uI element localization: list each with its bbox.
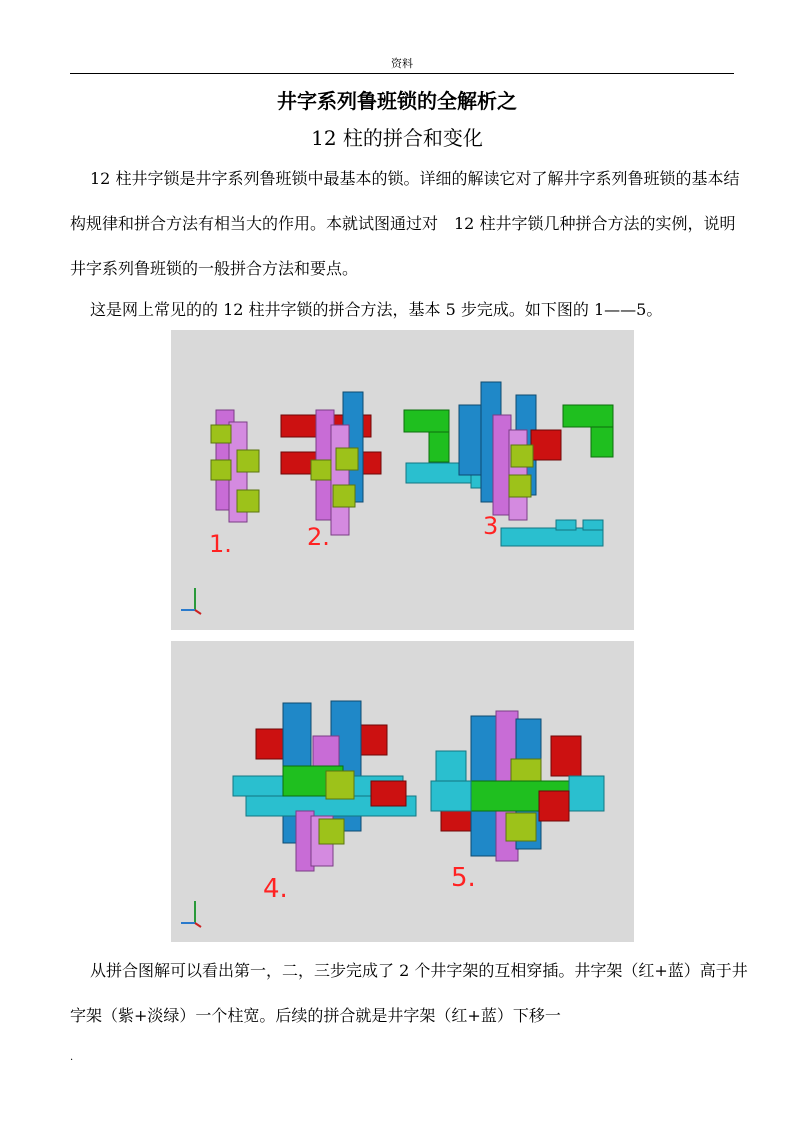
axes-widget <box>181 588 201 614</box>
assembly-steps-4-5-figure <box>171 641 634 942</box>
header-rule <box>70 73 734 74</box>
assembly-steps-4-5-illustration <box>171 641 634 942</box>
footer-mark: . <box>70 1052 74 1063</box>
step4-label: 4. <box>263 874 288 904</box>
page-subtitle: 12 柱的拼合和变化 <box>311 126 483 150</box>
step4-assembly <box>233 701 416 871</box>
step5-assembly <box>431 711 604 861</box>
step1-label: 1. <box>209 530 232 558</box>
assembly-steps-1-3-figure <box>171 330 634 630</box>
analysis-paragraph: 从拼合图解可以看出第一，二，三步完成了 2 个井字架的互相穿插。井字架（红+蓝）高于井字架（紫+淡绿）一个柱宽。后续的拼合就是井字架（红+蓝）下移一 <box>70 961 748 1025</box>
step1-assembly <box>211 410 259 522</box>
intro-paragraph: 12 柱井字锁是井字系列鲁班锁中最基本的锁。详细的解读它对了解井字系列鲁班锁的基本结构规律和拼合方法有相当大的作用。本就试图通过对 12 柱井字锁几种拼合方法的实例，说明井字系列鲁班锁的一般拼合方法和要点。 <box>70 169 740 278</box>
step3-label: 3 <box>483 512 499 540</box>
assembly-steps-1-3-illustration <box>171 330 634 630</box>
page-header: 资料 <box>391 57 413 70</box>
axes-widget <box>181 901 201 927</box>
step2-assembly <box>281 392 381 535</box>
step3-assembly <box>404 382 613 546</box>
step5-label: 5. <box>451 863 476 893</box>
step2-label: 2. <box>307 523 330 551</box>
method-paragraph: 这是网上常见的的 12 柱井字锁的拼合方法，基本 5 步完成。如下图的 1——5。 <box>90 300 663 319</box>
page-title: 井字系列鲁班锁的全解析之 <box>277 89 517 113</box>
